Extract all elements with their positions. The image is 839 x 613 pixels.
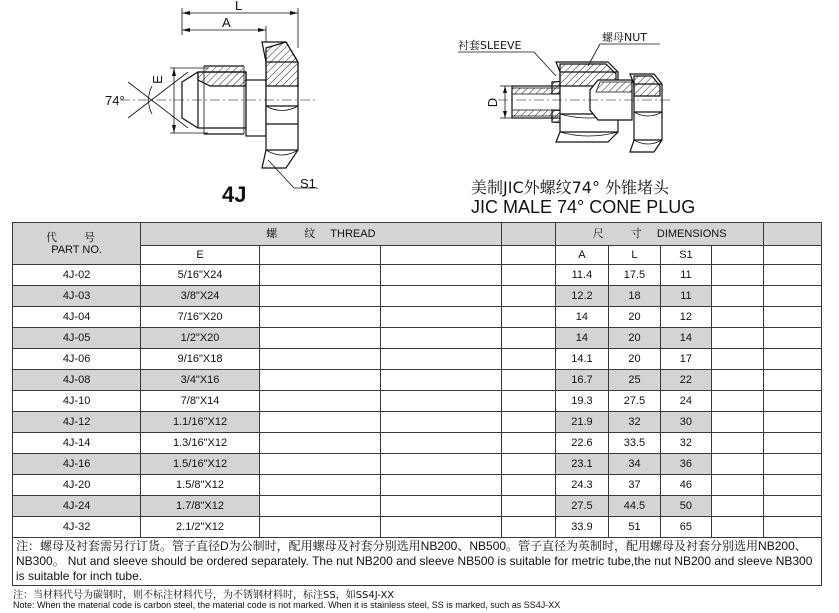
dim-A-cell: 27.5 — [556, 496, 609, 517]
dim-A-cell: 14 — [556, 328, 609, 349]
dim-label-D: D — [485, 97, 501, 108]
blank-cell — [259, 286, 380, 307]
thread-cell: 1.7/8"X12 — [141, 496, 260, 517]
blank-cell — [711, 391, 764, 412]
blank-cell — [764, 307, 822, 328]
dim-S1-cell: 24 — [661, 391, 711, 412]
blank-cell — [259, 370, 380, 391]
dim-L-cell: 34 — [608, 454, 661, 475]
part-no-cell: 4J-06 — [13, 349, 141, 370]
thread-cell: 9/16"X18 — [141, 349, 260, 370]
part-no-cell: 4J-20 — [13, 475, 141, 496]
blank-cell — [764, 475, 822, 496]
blank-cell — [711, 475, 764, 496]
blank-cell — [711, 328, 764, 349]
part-no-cell: 4J-32 — [13, 517, 141, 538]
footer-note-cn: 注：当材料代号为碳钢时，则不标注材料代号，为不锈钢材料时，标注SS，如SS4J-XX — [13, 590, 395, 601]
blank-cell — [259, 517, 380, 538]
dim-S1-cell: 32 — [661, 433, 711, 454]
dim-A-cell: 22.6 — [556, 433, 609, 454]
dim-A-cell: 11.4 — [556, 265, 609, 286]
thread-cell: 1.1/16"X12 — [141, 412, 260, 433]
dim-S1-cell: 17 — [661, 349, 711, 370]
dim-S1-cell: 11 — [661, 265, 711, 286]
dim-S1-cell: 11 — [661, 286, 711, 307]
blank-cell — [764, 349, 822, 370]
blank-cell — [711, 370, 764, 391]
header-S1: S1 — [661, 246, 711, 265]
dim-L-cell: 20 — [608, 307, 661, 328]
dim-L-cell: 37 — [608, 475, 661, 496]
dim-A-cell: 14 — [556, 307, 609, 328]
part-no-cell: 4J-02 — [13, 265, 141, 286]
blank-cell — [380, 349, 501, 370]
header-thread-en: THREAD — [330, 228, 376, 240]
blank-cell — [711, 517, 764, 538]
header-blank-7 — [764, 246, 822, 265]
header-E: E — [141, 246, 260, 265]
dim-L-cell: 25 — [608, 370, 661, 391]
blank-cell — [380, 454, 501, 475]
dim-label-E: E — [149, 75, 165, 84]
part-no-cell: 4J-12 — [13, 412, 141, 433]
dim-label-S1: S1 — [300, 176, 316, 191]
part-no-cell: 4J-16 — [13, 454, 141, 475]
part-no-cell: 4J-10 — [13, 391, 141, 412]
blank-cell — [259, 349, 380, 370]
table-row — [13, 391, 822, 412]
thread-cell: 1.5/8"X12 — [141, 475, 260, 496]
blank-cell — [501, 517, 556, 538]
table-row — [13, 475, 822, 496]
blank-cell — [380, 517, 501, 538]
thread-cell: 7/16"X20 — [141, 307, 260, 328]
part-no-cell: 4J-14 — [13, 433, 141, 454]
part-no-cell: 4J-05 — [13, 328, 141, 349]
blank-cell — [764, 370, 822, 391]
blank-cell — [764, 517, 822, 538]
blank-cell — [259, 433, 380, 454]
blank-cell — [380, 307, 501, 328]
header-L: L — [608, 246, 661, 265]
table-note — [13, 538, 822, 586]
table-row — [13, 454, 822, 475]
dim-A-cell: 24.3 — [556, 475, 609, 496]
dim-S1-cell: 30 — [661, 412, 711, 433]
header-blank-4 — [380, 246, 501, 265]
blank-cell — [764, 328, 822, 349]
header-A: A — [556, 246, 609, 265]
part-no-cell: 4J-24 — [13, 496, 141, 517]
dim-L-cell: 51 — [608, 517, 661, 538]
dim-L-cell: 32 — [608, 412, 661, 433]
blank-cell — [380, 391, 501, 412]
blank-cell — [764, 433, 822, 454]
blank-cell — [259, 475, 380, 496]
blank-cell — [501, 454, 556, 475]
blank-cell — [259, 454, 380, 475]
header-thread — [141, 223, 501, 246]
blank-cell — [711, 496, 764, 517]
thread-cell: 3/4"X16 — [141, 370, 260, 391]
thread-cell: 1.5/16"X12 — [141, 454, 260, 475]
table-row — [13, 328, 822, 349]
dim-A-cell: 12.2 — [556, 286, 609, 307]
header-dimensions-cn: 尺 寸 — [592, 228, 654, 240]
blank-cell — [711, 412, 764, 433]
dim-L-cell: 20 — [608, 349, 661, 370]
table-row — [13, 496, 822, 517]
table-note-row — [13, 538, 822, 586]
dim-L-cell: 17.5 — [608, 265, 661, 286]
table-row — [13, 517, 822, 538]
dim-S1-cell: 50 — [661, 496, 711, 517]
blank-cell — [764, 265, 822, 286]
blank-cell — [501, 370, 556, 391]
header-dimensions-en: DIMENSIONS — [656, 228, 727, 240]
blank-cell — [380, 496, 501, 517]
sleeve-label: 衬套SLEEVE — [458, 39, 522, 52]
blank-cell — [380, 433, 501, 454]
blank-cell — [259, 412, 380, 433]
footer-note-en: Note: When the material code is carbon steel, the material code is not marked. When it is stainless steel, SS is marked, such as SS4J-XX — [13, 600, 561, 610]
dim-L-cell: 20 — [608, 328, 661, 349]
thread-cell: 5/16"X24 — [141, 265, 260, 286]
blank-cell — [764, 496, 822, 517]
table-row — [13, 433, 822, 454]
blank-cell — [501, 265, 556, 286]
blank-cell — [711, 286, 764, 307]
table-row — [13, 370, 822, 391]
dim-S1-cell: 65 — [661, 517, 711, 538]
header-blank-2 — [764, 223, 822, 246]
dim-label-A: A — [222, 15, 231, 30]
table-header-row-1 — [13, 223, 822, 246]
thread-cell: 1/2"X20 — [141, 328, 260, 349]
blank-cell — [711, 454, 764, 475]
dim-A-cell: 16.7 — [556, 370, 609, 391]
blank-cell — [501, 349, 556, 370]
dim-L-cell: 18 — [608, 286, 661, 307]
technical-drawings — [0, 0, 839, 222]
blank-cell — [764, 454, 822, 475]
blank-cell — [764, 412, 822, 433]
header-blank-3 — [259, 246, 380, 265]
dim-L-cell: 44.5 — [608, 496, 661, 517]
header-part-no-cn: 代 号 — [46, 231, 108, 244]
header-part-no — [13, 223, 141, 265]
nut-label: 螺母NUT — [602, 31, 647, 44]
dim-A-cell: 19.3 — [556, 391, 609, 412]
dim-L-cell: 33.5 — [608, 433, 661, 454]
blank-cell — [764, 286, 822, 307]
blank-cell — [711, 433, 764, 454]
dim-S1-cell: 46 — [661, 475, 711, 496]
table-row — [13, 265, 822, 286]
part-code: 4J — [222, 182, 247, 207]
spec-table — [12, 222, 822, 586]
blank-cell — [501, 496, 556, 517]
plug-drawing — [120, 8, 318, 188]
dim-A-cell: 33.9 — [556, 517, 609, 538]
blank-cell — [501, 286, 556, 307]
table-note-cn: 注：螺母及衬套需另行订货。管子直径D为公制时，配用螺母及衬套分别选用NB200、NB500。管子直径为英制时，配用螺母及衬套分别选用NB200、NB300。 — [16, 539, 807, 568]
blank-cell — [259, 496, 380, 517]
title-chinese: 美制JIC外螺纹74° 外锥堵头 — [471, 178, 670, 197]
blank-cell — [380, 286, 501, 307]
header-blank-5 — [501, 246, 556, 265]
dim-A-cell: 23.1 — [556, 454, 609, 475]
blank-cell — [711, 307, 764, 328]
header-part-no-en: PART NO. — [51, 243, 102, 256]
header-blank-1 — [501, 223, 556, 246]
blank-cell — [380, 475, 501, 496]
blank-cell — [259, 328, 380, 349]
blank-cell — [764, 391, 822, 412]
dim-S1-cell: 12 — [661, 307, 711, 328]
blank-cell — [380, 412, 501, 433]
blank-cell — [380, 328, 501, 349]
blank-cell — [259, 307, 380, 328]
blank-cell — [259, 265, 380, 286]
table-row — [13, 286, 822, 307]
header-dimensions — [556, 223, 764, 246]
blank-cell — [501, 391, 556, 412]
blank-cell — [380, 370, 501, 391]
thread-cell: 7/8"X14 — [141, 391, 260, 412]
blank-cell — [501, 412, 556, 433]
header-blank-6 — [711, 246, 764, 265]
dim-A-cell: 14.1 — [556, 349, 609, 370]
blank-cell — [380, 265, 501, 286]
dim-A-cell: 21.9 — [556, 412, 609, 433]
table-note-en: Nut and sleeve should be ordered separately. The nut NB200 and sleeve NB500 is suitable for metric tube,the nut NB200 and sleeve NB300 is suitable for inch tube. — [16, 554, 813, 583]
dim-label-angle: 74° — [105, 93, 125, 108]
part-no-cell: 4J-08 — [13, 370, 141, 391]
dim-L-cell: 27.5 — [608, 391, 661, 412]
part-no-cell: 4J-03 — [13, 286, 141, 307]
blank-cell — [711, 265, 764, 286]
dim-S1-cell: 14 — [661, 328, 711, 349]
table-row — [13, 412, 822, 433]
dim-S1-cell: 22 — [661, 370, 711, 391]
thread-cell: 2.1/2"X12 — [141, 517, 260, 538]
thread-cell: 3/8"X24 — [141, 286, 260, 307]
dim-S1-cell: 36 — [661, 454, 711, 475]
blank-cell — [259, 391, 380, 412]
part-no-cell: 4J-04 — [13, 307, 141, 328]
table-row — [13, 307, 822, 328]
header-thread-cn: 螺 纹 — [266, 228, 328, 240]
table-row — [13, 349, 822, 370]
blank-cell — [501, 433, 556, 454]
blank-cell — [501, 328, 556, 349]
blank-cell — [711, 349, 764, 370]
title-english: JIC MALE 74° CONE PLUG — [471, 197, 696, 217]
blank-cell — [501, 475, 556, 496]
blank-cell — [501, 307, 556, 328]
thread-cell: 1.3/16"X12 — [141, 433, 260, 454]
dim-label-L: L — [235, 0, 243, 13]
